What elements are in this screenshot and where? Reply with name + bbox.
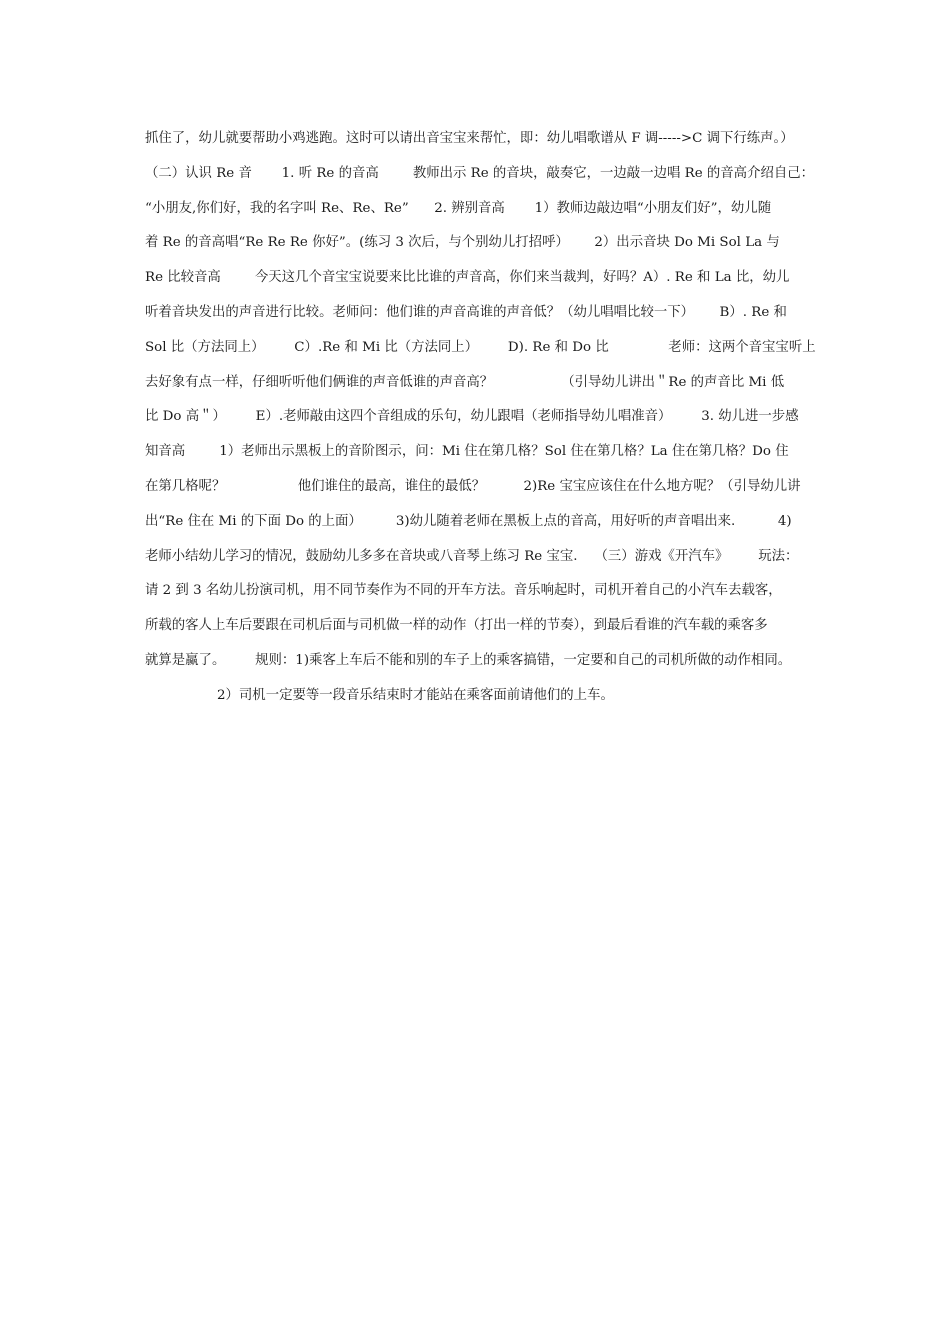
text-line-5: Re 比较音高 今天这几个音宝宝说要来比比谁的声音高，你们来当裁判，好吗？A）. Re 和 La 比，幼儿 xyxy=(145,270,790,286)
text-line-13: 老师小结幼儿学习的情况，鼓励幼儿多多在音块或八音琴上练习 Re 宝宝. （三）游戏《开汽车》 玩法： xyxy=(145,548,799,564)
text-line-15: 所载的客人上车后要跟在司机后面与司机做一样的动作（打出一样的节奏），到最后看谁的汽车载的乘客多 xyxy=(145,618,768,634)
text-line-17: 2）司机一定要等一段音乐结束时才能站在乘客面前请他们的上车。 xyxy=(217,687,614,703)
text-line-8: 去好象有点一样，仔细听听他们俩谁的声音低谁的声音高？ （引导幼儿讲出＂Re 的声音比 Mi 低 xyxy=(145,374,785,390)
lesson-text-block xyxy=(145,122,817,714)
text-line-6: 听着音块发出的声音进行比较。老师问：他们谁的声音高谁的声音低？（幼儿唱唱比较一下） B）. Re 和 xyxy=(145,304,787,320)
text-line-11: 在第几格呢？ 他们谁住的最高，谁住的最低？ 2)Re 宝宝应该住在什么地方呢？（引导幼儿讲 xyxy=(145,478,801,494)
text-line-9: 比 Do 高＂） E）.老师敲由这四个音组成的乐句，幼儿跟唱（老师指导幼儿唱准音） 3. 幼儿进一步感 xyxy=(145,409,799,425)
text-line-1: 抓住了，幼儿就要帮助小鸡逃跑。这时可以请出音宝宝来帮忙，即：幼儿唱歌谱从 F 调----->C 调下行练声。） xyxy=(145,131,794,146)
text-line-10: 知音高 1）老师出示黑板上的音阶图示，问：Mi 住在第几格？Sol 住在第几格？La 住在第几格？Do 住 xyxy=(145,444,789,460)
text-line-7: Sol 比（方法同上） C）.Re 和 Mi 比（方法同上） D). Re 和 Do 比 老师：这两个音宝宝听上 xyxy=(145,339,816,355)
text-line-14: 请 2 到 3 名幼儿扮演司机，用不同节奏作为不同的开车方法。音乐响起时，司机开着自己的小汽车去载客， xyxy=(145,583,782,599)
text-line-16: 就算是赢了。 规则：1)乘客上车后不能和别的车子上的乘客搞错，一定要和自己的司机所做的动作相同。 xyxy=(145,652,792,668)
text-line-4: 着 Re 的音高唱“Re Re Re 你好”。(练习 3 次后，与个别幼儿打招呼） 2）出示音块 Do Mi Sol La 与 xyxy=(145,235,780,251)
text-line-2: （二）认识 Re 音 1. 听 Re 的音高 教师出示 Re 的音块，敲奏它，一边敲一边唱 Re 的音高介绍自己： xyxy=(145,165,815,181)
text-line-3: “小朋友,你们好，我的名字叫 Re、Re、Re” 2. 辨别音高 1）教师边敲边唱“小朋友们好”，幼儿随 xyxy=(145,200,772,216)
text-line-12: 出“Re 住在 Mi 的下面 Do 的上面） 3)幼儿随着老师在黑板上点的音高，用好听的声音唱出来. 4) xyxy=(145,513,792,529)
